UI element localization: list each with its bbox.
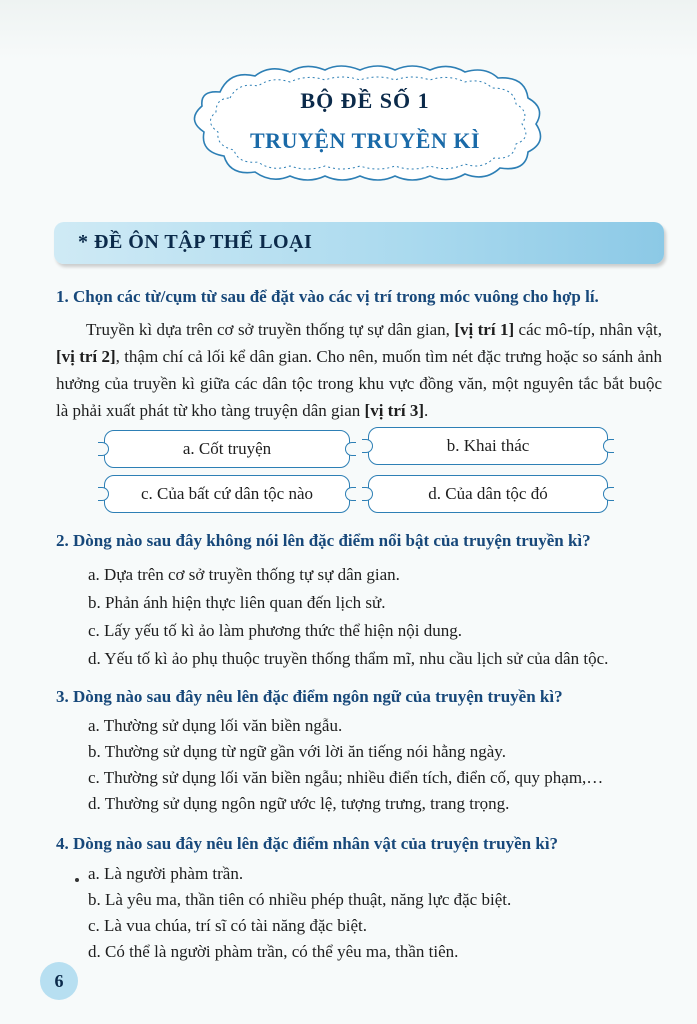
- stray-dot-icon: [75, 878, 79, 882]
- genre-title: TRUYỆN TRUYỀN KÌ: [249, 128, 481, 153]
- cloud-frame-icon: [180, 62, 550, 184]
- question-2-title: 2. Dòng nào sau đây không nói lên đặc điểm nổi bật của truyện truyền kì?: [56, 531, 591, 550]
- q4-answer-d: d. Có thể là người phàm trần, có thể yêu ma, thần tiên.: [88, 942, 459, 961]
- page-number: 6: [40, 962, 78, 1000]
- q4-answer-a: a. Là người phàm trần.: [88, 864, 244, 883]
- q2-answer-d: d. Yếu tố kì ảo phụ thuộc truyền thống thẩm mĩ, nhu cầu lịch sử của dân tộc.: [88, 649, 609, 668]
- q2-answer-b: b. Phản ánh hiện thực liên quan đến lịch sử.: [88, 593, 386, 612]
- question-4-title: 4. Dòng nào sau đây nêu lên đặc điểm nhân vật của truyện truyền kì?: [56, 834, 559, 853]
- q1-text-part1: Truyền kì dựa trên cơ sở truyền thống tự sự dân gian,: [86, 320, 455, 339]
- title-cloud: [180, 62, 550, 184]
- q1-mark-1: [vị trí 1]: [454, 320, 515, 339]
- q4-answer-b: b. Là yêu ma, thần tiên có nhiều phép thuật, năng lực đặc biệt.: [88, 890, 512, 909]
- option-box-c[interactable]: c. Của bất cứ dân tộc nào: [104, 475, 350, 513]
- q1-mark-3: [vị trí 3]: [364, 401, 425, 420]
- option-box-a[interactable]: a. Cốt truyện: [104, 430, 350, 468]
- q3-answer-b: b. Thường sử dụng từ ngữ gần với lời ăn tiếng nói hằng ngày.: [88, 742, 506, 761]
- option-box-b[interactable]: b. Khai thác: [368, 427, 608, 465]
- q4-answer-c: c. Là vua chúa, trí sĩ có tài năng đặc biệt.: [88, 916, 367, 935]
- q1-text-part4: .: [424, 401, 429, 420]
- q1-text-part2: các mô-típ, nhân vật,: [514, 320, 663, 339]
- section-banner: [54, 222, 664, 264]
- question-3-title: 3. Dòng nào sau đây nêu lên đặc điểm ngôn ngữ của truyện truyền kì?: [56, 687, 563, 706]
- page-top-band: [0, 0, 697, 60]
- question-1-title: 1. Chọn các từ/cụm từ sau để đặt vào các vị trí trong móc vuông cho hợp lí.: [56, 287, 599, 306]
- q3-answer-d: d. Thường sử dụng ngôn ngữ ước lệ, tượng trưng, trang trọng.: [88, 794, 510, 813]
- option-box-d[interactable]: d. Của dân tộc đó: [368, 475, 608, 513]
- q2-answer-c: c. Lấy yếu tố kì ảo làm phương thức thể hiện nội dung.: [88, 621, 462, 640]
- q2-answer-a: a. Dựa trên cơ sở truyền thống tự sự dân gian.: [88, 565, 400, 584]
- q1-mark-2: [vị trí 2]: [56, 347, 116, 366]
- question-1-paragraph: [56, 316, 662, 424]
- set-title: BỘ ĐỀ SỐ 1: [300, 88, 430, 113]
- q1-text-part3: , thậm chí cả lối kể dân gian. Cho nên, muốn tìm nét đặc trưng hoặc so sánh ảnh hưởng của truyền kì giữa các dân tộc trong khu vực đồng văn, một nguyên tắc bắt buộc là phải xuất phát từ kho tàng truyện dân gian: [56, 347, 662, 420]
- section-banner-text: * ĐỀ ÔN TẬP THỂ LOẠI: [78, 231, 313, 253]
- q3-answer-a: a. Thường sử dụng lối văn biền ngẫu.: [88, 716, 343, 735]
- q3-answer-c: c. Thường sử dụng lối văn biền ngẫu; nhiều điển tích, điển cố, quy phạm,…: [88, 768, 604, 787]
